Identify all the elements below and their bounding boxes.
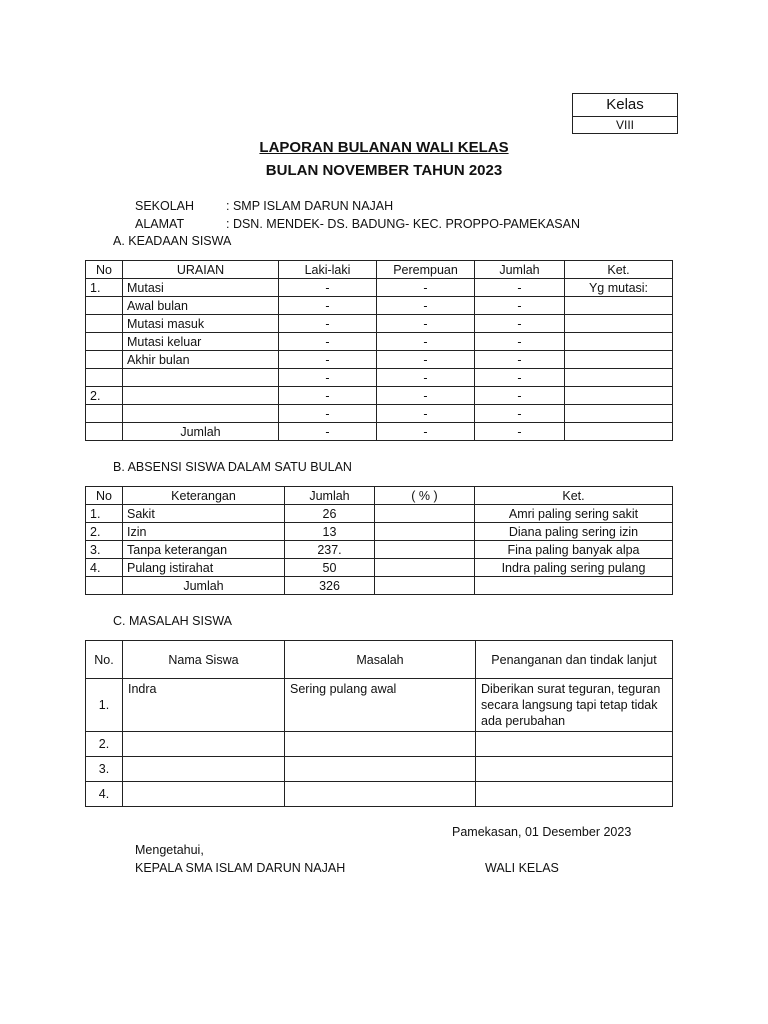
table-cell: Yg mutasi:: [565, 279, 673, 297]
table-row: [86, 369, 673, 387]
col-header: Jumlah: [285, 487, 375, 505]
table-cell: [86, 369, 123, 387]
table-cell: -: [475, 387, 565, 405]
wali-kelas-label: WALI KELAS: [485, 861, 559, 875]
table-cell: [375, 523, 475, 541]
table-cell: -: [377, 333, 475, 351]
table-cell: [476, 782, 673, 807]
table-cell: [86, 423, 123, 441]
col-header: Ket.: [475, 487, 673, 505]
table-header: [86, 641, 673, 679]
table-cell: -: [279, 387, 377, 405]
table-row: [86, 505, 673, 523]
table-row: [86, 297, 673, 315]
table-cell: 3.: [86, 541, 123, 559]
kelas-label: Kelas: [573, 94, 678, 117]
table-cell: -: [377, 387, 475, 405]
table-cell: Amri paling sering sakit: [475, 505, 673, 523]
table-cell: -: [475, 351, 565, 369]
masalah-siswa-table: [85, 640, 673, 807]
table-cell: -: [475, 423, 565, 441]
table-cell: -: [475, 333, 565, 351]
table-cell: -: [475, 279, 565, 297]
col-header: No: [86, 487, 123, 505]
table-cell: [565, 423, 673, 441]
table-cell: -: [377, 405, 475, 423]
table-cell: [123, 369, 279, 387]
table-row: [86, 279, 673, 297]
col-header: Masalah: [285, 641, 476, 679]
table-cell: [476, 757, 673, 782]
col-header: ( % ): [375, 487, 475, 505]
table-cell: Izin: [123, 523, 285, 541]
keadaan-siswa-table: [85, 260, 673, 441]
table-cell: -: [475, 297, 565, 315]
table-cell: -: [279, 369, 377, 387]
table-row: [86, 523, 673, 541]
table-cell: -: [279, 351, 377, 369]
table-cell: Jumlah: [123, 423, 279, 441]
table-cell: -: [475, 315, 565, 333]
table-cell: 237.: [285, 541, 375, 559]
table-cell: [565, 333, 673, 351]
table-cell: -: [377, 369, 475, 387]
table-cell: -: [377, 297, 475, 315]
table-row: [86, 387, 673, 405]
table-row: [86, 315, 673, 333]
report-subtitle: BULAN NOVEMBER TAHUN 2023: [265, 162, 503, 179]
table-cell: [565, 369, 673, 387]
col-header: No: [86, 261, 123, 279]
col-header: Keterangan: [123, 487, 285, 505]
col-header: Perempuan: [377, 261, 475, 279]
table-cell: [86, 333, 123, 351]
table-row: [86, 423, 673, 441]
table-cell: Akhir bulan: [123, 351, 279, 369]
table-cell: -: [475, 369, 565, 387]
table-cell: [375, 559, 475, 577]
col-header: Jumlah: [475, 261, 565, 279]
table-cell: [86, 351, 123, 369]
sekolah-label: SEKOLAH: [135, 199, 195, 213]
table-cell: [565, 387, 673, 405]
col-header: No.: [86, 641, 123, 679]
table-cell: 50: [285, 559, 375, 577]
col-header: Nama Siswa: [123, 641, 285, 679]
table-cell: -: [377, 279, 475, 297]
table-row: [86, 405, 673, 423]
table-cell: Diberikan surat teguran, teguran secara langsung tapi tetap tidak ada perubahan: [476, 679, 673, 732]
table-cell: -: [377, 423, 475, 441]
table-cell: [565, 315, 673, 333]
table-cell: [375, 505, 475, 523]
kelas-value: VIII: [573, 117, 678, 134]
table-cell: Sakit: [123, 505, 285, 523]
alamat-value: : DSN. MENDEK- DS. BADUNG- KEC. PROPPO-PAMEKASAN: [226, 217, 580, 231]
table-cell: [86, 405, 123, 423]
table-cell: [123, 757, 285, 782]
table-cell: Mutasi: [123, 279, 279, 297]
table-cell: -: [279, 423, 377, 441]
table-cell: Tanpa keterangan: [123, 541, 285, 559]
table-row: [86, 757, 673, 782]
table-cell: -: [377, 315, 475, 333]
table-cell: 26: [285, 505, 375, 523]
table-cell: [375, 577, 475, 595]
table-cell: [565, 405, 673, 423]
table-cell: [475, 577, 673, 595]
table-row: [86, 559, 673, 577]
alamat-label: ALAMAT: [135, 217, 185, 231]
section-b-heading: B. ABSENSI SISWA DALAM SATU BULAN: [113, 460, 352, 474]
col-header: Laki-laki: [279, 261, 377, 279]
table-cell: [285, 732, 476, 757]
table-cell: Mutasi masuk: [123, 315, 279, 333]
table-cell: -: [279, 297, 377, 315]
table-cell: Pulang istirahat: [123, 559, 285, 577]
section-c-heading: C. MASALAH SISWA: [113, 614, 233, 628]
table-cell: -: [279, 405, 377, 423]
place-date: Pamekasan, 01 Desember 2023: [452, 825, 632, 839]
table-cell: 2.: [86, 523, 123, 541]
table-cell: 13: [285, 523, 375, 541]
table-cell: Indra paling sering pulang: [475, 559, 673, 577]
table-cell: Jumlah: [123, 577, 285, 595]
col-header: URAIAN: [123, 261, 279, 279]
table-header: [86, 261, 673, 279]
table-row: [86, 782, 673, 807]
table-cell: [123, 782, 285, 807]
table-cell: -: [279, 315, 377, 333]
table-cell: [123, 405, 279, 423]
report-title: LAPORAN BULANAN WALI KELAS: [259, 139, 509, 156]
table-cell: 2.: [86, 732, 123, 757]
table-cell: 1.: [86, 679, 123, 732]
table-row: [86, 351, 673, 369]
table-cell: [285, 782, 476, 807]
col-header: Penanganan dan tindak lanjut: [476, 641, 673, 679]
table-row: [86, 333, 673, 351]
table-cell: [285, 757, 476, 782]
table-cell: -: [279, 333, 377, 351]
table-row: [86, 732, 673, 757]
table-cell: [375, 541, 475, 559]
table-cell: [476, 732, 673, 757]
col-header: Ket.: [565, 261, 673, 279]
table-cell: Fina paling banyak alpa: [475, 541, 673, 559]
table-cell: Diana paling sering izin: [475, 523, 673, 541]
table-cell: 4.: [86, 782, 123, 807]
table-cell: [86, 577, 123, 595]
table-row: [86, 577, 673, 595]
table-cell: [565, 297, 673, 315]
kelas-box: [572, 93, 678, 134]
table-cell: [123, 387, 279, 405]
table-cell: Mutasi keluar: [123, 333, 279, 351]
table-header: [86, 487, 673, 505]
sekolah-value: : SMP ISLAM DARUN NAJAH: [226, 199, 394, 213]
table-cell: Indra: [123, 679, 285, 732]
table-row: [86, 541, 673, 559]
table-cell: 1.: [86, 279, 123, 297]
table-cell: 1.: [86, 505, 123, 523]
table-cell: 4.: [86, 559, 123, 577]
table-cell: -: [475, 405, 565, 423]
section-a-heading: A. KEADAAN SISWA: [113, 234, 232, 248]
table-cell: -: [279, 279, 377, 297]
mengetahui-label: Mengetahui,: [135, 843, 204, 857]
table-row: [86, 679, 673, 732]
table-cell: Sering pulang awal: [285, 679, 476, 732]
table-cell: 3.: [86, 757, 123, 782]
table-cell: -: [377, 351, 475, 369]
table-cell: 2.: [86, 387, 123, 405]
absensi-siswa-table: [85, 486, 673, 595]
table-cell: Awal bulan: [123, 297, 279, 315]
kepala-label: KEPALA SMA ISLAM DARUN NAJAH: [135, 861, 346, 875]
table-cell: [86, 315, 123, 333]
table-cell: [86, 297, 123, 315]
table-cell: 326: [285, 577, 375, 595]
table-cell: [565, 351, 673, 369]
table-cell: [123, 732, 285, 757]
